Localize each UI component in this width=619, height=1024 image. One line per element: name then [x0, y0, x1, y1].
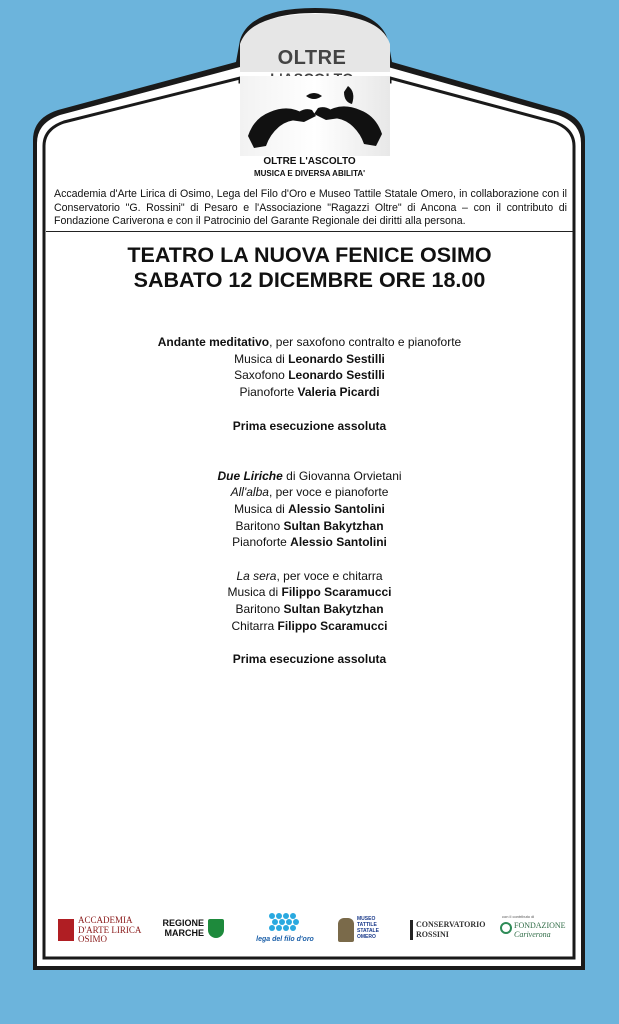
piece1-sax-name: Leonardo Sestilli — [288, 368, 385, 383]
piece3-baritone-label: Baritono — [235, 602, 281, 617]
conservatorio-mark-icon — [410, 920, 413, 940]
piece1-title: Andante meditativo — [157, 335, 270, 349]
piece3-guitar-line — [40, 618, 579, 635]
piece2-title-line — [40, 468, 579, 485]
piece3-desc: , per voce e chitarra — [276, 568, 383, 583]
piece2-piano-line — [40, 534, 579, 551]
headline-venue: TEATRO LA NUOVA FENICE OSIMO — [127, 243, 492, 267]
accademia-line3: OSIMO — [78, 934, 108, 944]
piece3-title: La sera — [236, 568, 277, 583]
piece2-song1-desc: , per voce e pianoforte — [268, 485, 389, 500]
piece2-music-name: Alessio Santolini — [288, 501, 385, 516]
oltre-lascolto-logo — [237, 47, 387, 71]
piece2-piano-label: Pianoforte — [232, 535, 287, 550]
lega-label: lega del filo d'oro — [256, 936, 314, 943]
lega-dots-icon — [267, 912, 301, 932]
fondazione-line1: FONDAZIONE — [514, 921, 566, 930]
header-subtitle: MUSICA E DIVERSA ABILITA' — [253, 169, 366, 178]
programme — [40, 334, 579, 668]
piece1-music-line — [40, 351, 579, 368]
fondazione-circle-icon — [500, 922, 512, 934]
piece3-music-label: Musica di — [227, 585, 279, 600]
piece2-song1-title: All'alba — [230, 485, 269, 500]
piece3-premiere-text: Prima esecuzione assoluta — [232, 652, 387, 667]
conservatorio-line2: ROSSINI — [416, 930, 449, 939]
regione-line2: MARCHE — [164, 928, 204, 938]
piece2-music-label: Musica di — [234, 501, 285, 516]
piece3-guitar-label: Chitarra — [231, 618, 275, 633]
accademia-line1: ACCADEMIA — [78, 915, 133, 925]
piece2-by: di Giovanna Orvietani — [282, 468, 402, 483]
accademia-logo-icon — [58, 919, 74, 941]
piece1-sax-line — [40, 367, 579, 384]
header-divider — [46, 231, 573, 232]
sponsor-fondazione-cariverona — [500, 914, 570, 946]
piece3-title-line — [40, 568, 579, 585]
piece2-piano-name: Alessio Santolini — [290, 535, 387, 550]
piece1-premiere-text: Prima esecuzione assoluta — [232, 418, 387, 433]
piece3-premiere — [40, 651, 579, 668]
conservatorio-line1: CONSERVATORIO — [416, 920, 486, 929]
sponsor-regione-marche — [162, 918, 228, 944]
piece1-title-line — [40, 334, 579, 351]
piece1-music-label: Musica di — [234, 351, 285, 366]
headline-date: SABATO 12 DICEMBRE ORE 18.00 — [133, 268, 486, 292]
piece3-guitar-name: Filippo Scaramucci — [277, 618, 388, 633]
piece2-song1-line — [40, 484, 579, 501]
piece1-desc: , per saxofono contralto e pianoforte — [269, 335, 462, 349]
museo-statue-icon — [338, 918, 354, 942]
hands-logo-icon — [240, 76, 390, 156]
piece1-sax-label: Saxofono — [234, 368, 285, 383]
sponsor-conservatorio — [410, 918, 490, 944]
piece1-premiere — [40, 418, 579, 435]
sponsor-lega-filo-oro — [245, 912, 325, 946]
piece1-piano-label: Pianoforte — [239, 385, 295, 400]
sponsor-accademia — [58, 916, 158, 946]
piece2-baritone-line — [40, 518, 579, 535]
header-title: OLTRE L'ASCOLTO — [263, 156, 356, 167]
sponsor-museo-omero — [338, 914, 394, 946]
piece3-music-name: Filippo Scaramucci — [281, 585, 392, 600]
piece3-baritone-line — [40, 601, 579, 618]
piece1-music-name: Leonardo Sestilli — [288, 351, 385, 366]
logo-word-oltre: OLTRE — [277, 47, 347, 69]
accademia-line2: D'ARTE LIRICA — [78, 924, 142, 935]
piece1-piano-line — [40, 384, 579, 401]
piece3-music-line — [40, 584, 579, 601]
piece2-baritone-name: Sultan Bakytzhan — [283, 518, 384, 533]
piece2-music-line — [40, 501, 579, 518]
fondazione-line0: con il contributo di — [502, 914, 535, 919]
fondazione-line2: Cariverona — [514, 930, 551, 939]
piece3-baritone-name: Sultan Bakytzhan — [283, 602, 384, 617]
partners-paragraph: Accademia d'Arte Lirica di Osimo, Lega del Filo d'Oro e Museo Tattile Statale Omero, in collaborazione con il Conservatorio "G. Rossini" di Pesaro e l'Associazione "Ragazzi Oltre" di Ancona – con il contributo di Fondazione Cariverona e con il Patrocinio del Garante Regionale dei diritti alla persona. — [54, 188, 567, 227]
museo-label: MUSEO TATTILE STATALE OMERO — [357, 916, 379, 940]
piece1-piano-name: Valeria Picardi — [297, 385, 380, 400]
piece2-baritone-label: Baritono — [235, 518, 281, 533]
regione-crest-icon — [208, 919, 224, 938]
regione-line1: REGIONE — [162, 918, 204, 928]
piece2-title: Due Liriche — [217, 468, 283, 483]
